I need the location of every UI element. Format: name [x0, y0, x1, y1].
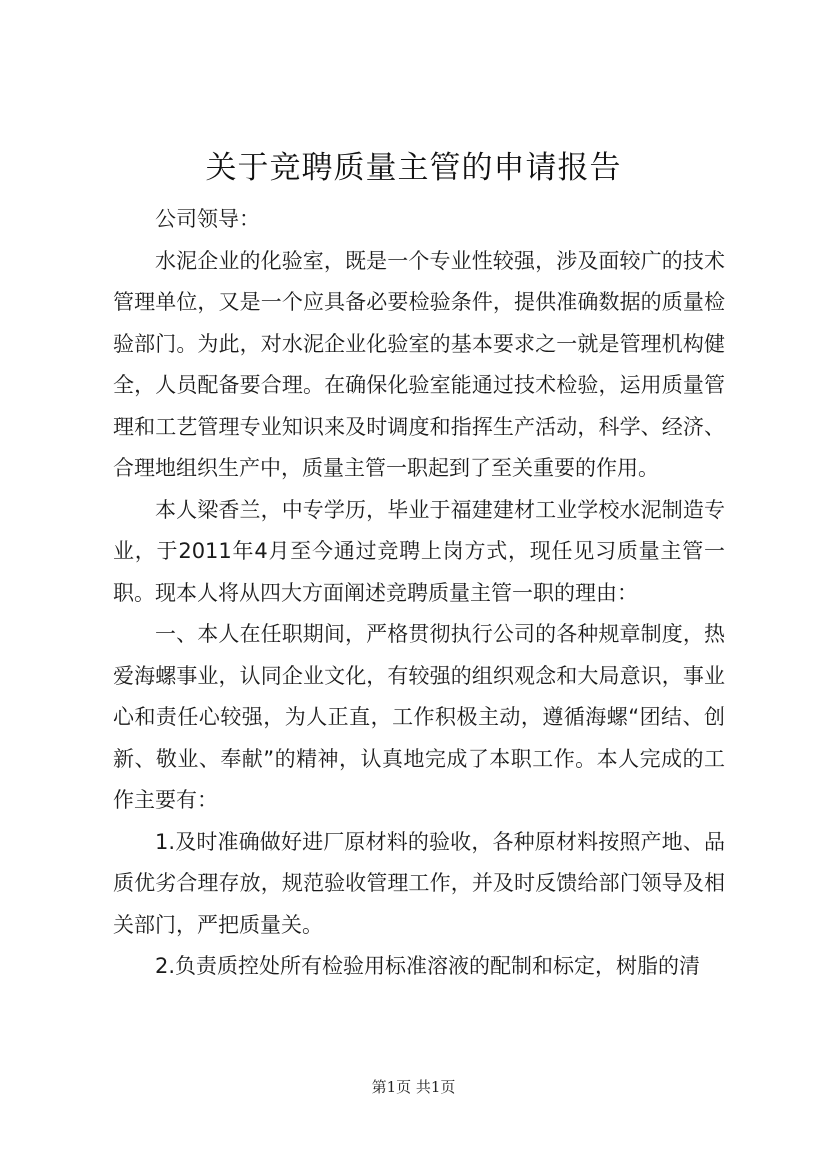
paragraph-1: 水泥企业的化验室，既是一个专业性较强，涉及面较广的技术管理单位，又是一个应具备必要检验条件，提供准确数据的质量检验部门。为此，对水泥企业化验室的基本要求之一就是管理机构健全，人员配备要合理。在确保化验室能通过技术检验，运用质量管理和工艺管理专业知识来及时调度和指挥生产活动，科学、经济、合理地组织生产中，质量主管一职起到了至关重要的作用。 [113, 248, 725, 480]
page-footer: 第1页 共1页 [371, 1078, 456, 1096]
document-title: 关于竞聘质量主管的申请报告 [205, 150, 622, 186]
paragraph-2: 本人梁香兰，中专学历，毕业于福建建材工业学校水泥制造专业，于2011年4月至今通过竞聘上岗方式，现任见习质量主管一职。现本人将从四大方面阐述竞聘质量主管一职的理由： [113, 497, 725, 605]
paragraph-4: 1.及时准确做好进厂原材料的验收，各种原材料按照产地、品质优劣合理存放，规范验收管理工作，并及时反馈给部门领导及相关部门，严把质量关。 [113, 829, 725, 937]
paragraph-3: 一、本人在任职期间，严格贯彻执行公司的各种规章制度，热爱海螺事业，认同企业文化，有较强的组织观念和大局意识，事业心和责任心较强，为人正直，工作积极主动，遵循海螺“团结、创新、敬业、奉献”的精神，认真地完成了本职工作。本人完成的工作主要有： [113, 622, 725, 812]
paragraph-5: 2.负责质控处所有检验用标准溶液的配制和标定，树脂的清 [155, 954, 701, 978]
document-body [113, 199, 725, 988]
salutation: 公司领导： [155, 207, 260, 231]
